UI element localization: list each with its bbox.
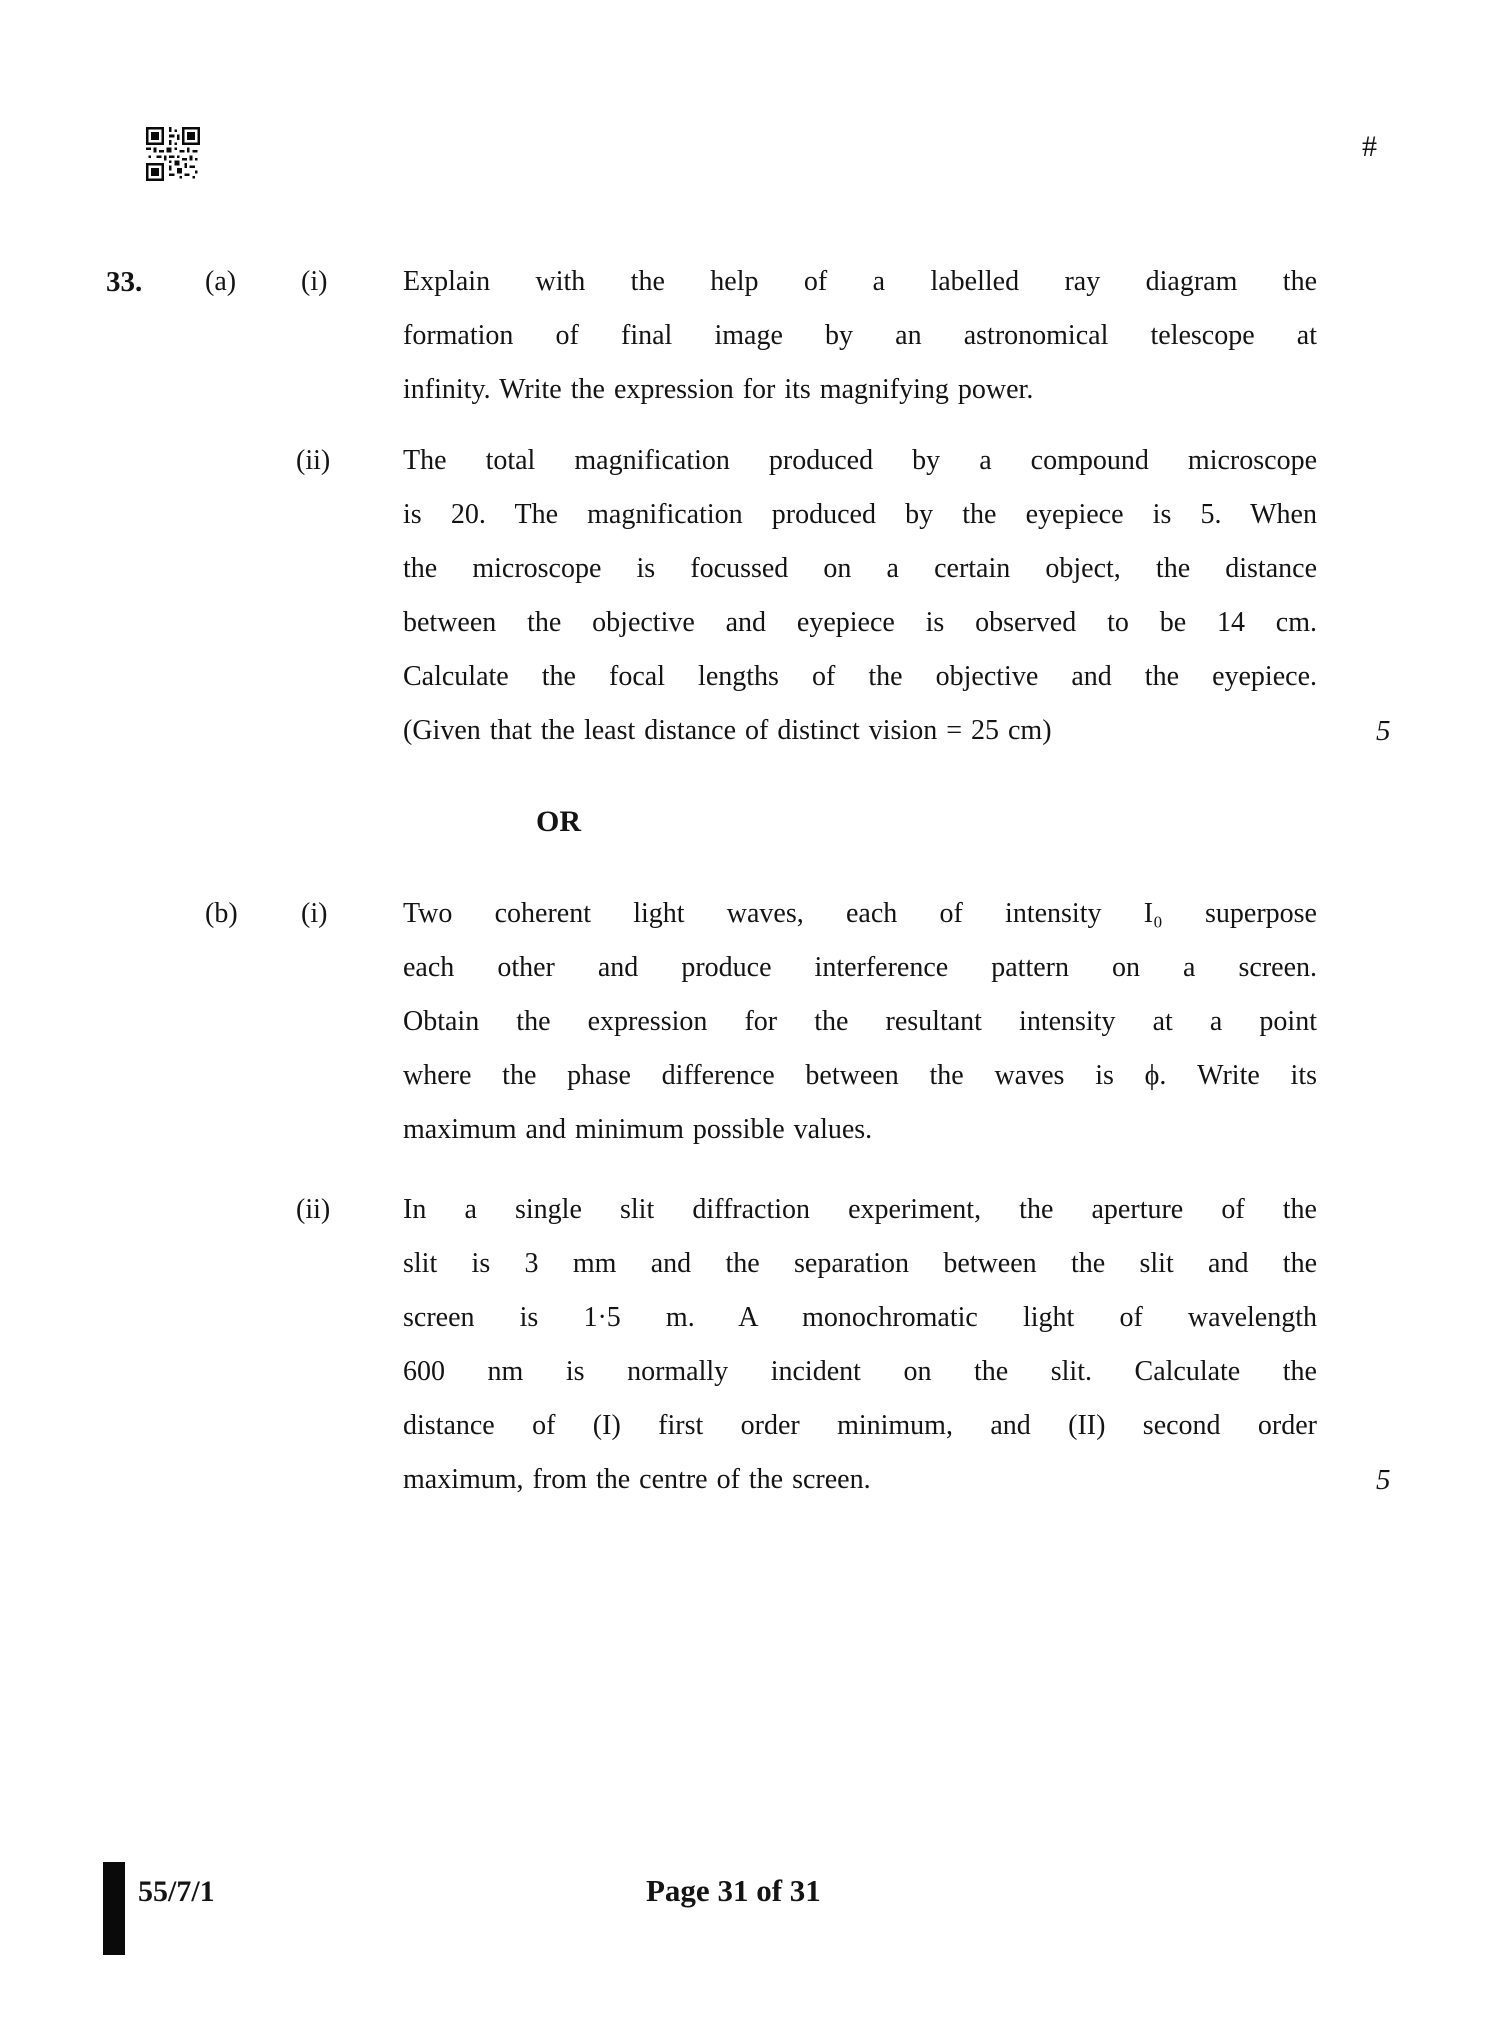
page-number-label: Page 31 of 31 xyxy=(646,1873,821,1908)
text-line: is 20. The magnification produced by the eyepiece is 5. When xyxy=(403,499,1317,530)
qr-code xyxy=(146,126,200,182)
text-line: Calculate the focal lengths of the objective and the eyepiece. xyxy=(403,661,1317,692)
text-line: The total magnification produced by a compound microscope xyxy=(403,445,1317,476)
text-line: In a single slit diffraction experiment, the aperture of the xyxy=(403,1194,1317,1225)
text-line: Explain with the help of a labelled ray diagram the xyxy=(403,266,1317,297)
text-line: between the objective and eyepiece is observed to be 14 cm. xyxy=(403,607,1317,638)
subpart-label-a-i: (i) xyxy=(301,266,328,297)
subpart-label-b-i: (i) xyxy=(301,898,328,929)
text-line: slit is 3 mm and the separation between the slit and the xyxy=(403,1248,1317,1279)
text-line: the microscope is focussed on a certain object, the distance xyxy=(403,553,1317,584)
text-line: distance of (I) first order minimum, and (II) second order xyxy=(403,1410,1317,1441)
page-corner-mark: # xyxy=(1362,130,1377,163)
text-line: (Given that the least distance of distinct vision = 25 cm) xyxy=(403,715,1052,746)
question-number: 33. xyxy=(106,266,143,298)
question-text-a-i xyxy=(403,255,1317,417)
text-line: infinity. Write the expression for its magnifying power. xyxy=(403,374,1034,405)
marks-part-b: 5 xyxy=(1376,1464,1391,1496)
text-line: maximum, from the centre of the screen. xyxy=(403,1464,871,1495)
text-line: maximum and minimum possible values. xyxy=(403,1114,873,1145)
or-separator: OR xyxy=(536,805,581,838)
text-line: each other and produce interference pattern on a screen. xyxy=(403,952,1317,983)
part-label-a: (a) xyxy=(205,266,237,297)
text-line: formation of final image by an astronomical telescope at xyxy=(403,320,1317,351)
text-line: Obtain the expression for the resultant intensity at a point xyxy=(403,1006,1317,1037)
question-text-b-i xyxy=(403,887,1317,1157)
part-label-b: (b) xyxy=(205,898,238,929)
marks-part-a: 5 xyxy=(1376,715,1391,747)
text-line: 600 nm is normally incident on the slit. Calculate the xyxy=(403,1356,1317,1387)
text-line: where the phase difference between the waves is ϕ. Write its xyxy=(403,1060,1317,1091)
subpart-label-a-ii: (ii) xyxy=(296,445,331,476)
text-line: Two coherent light waves, each of intensity I₀ superpose xyxy=(403,898,1317,929)
question-text-a-ii xyxy=(403,434,1317,758)
text-line: screen is 1·5 m. A monochromatic light of wavelength xyxy=(403,1302,1317,1333)
paper-code: 55/7/1 xyxy=(138,1875,215,1908)
question-text-b-ii xyxy=(403,1183,1317,1507)
footer-bar xyxy=(103,1862,125,1955)
subpart-label-b-ii: (ii) xyxy=(296,1194,331,1225)
